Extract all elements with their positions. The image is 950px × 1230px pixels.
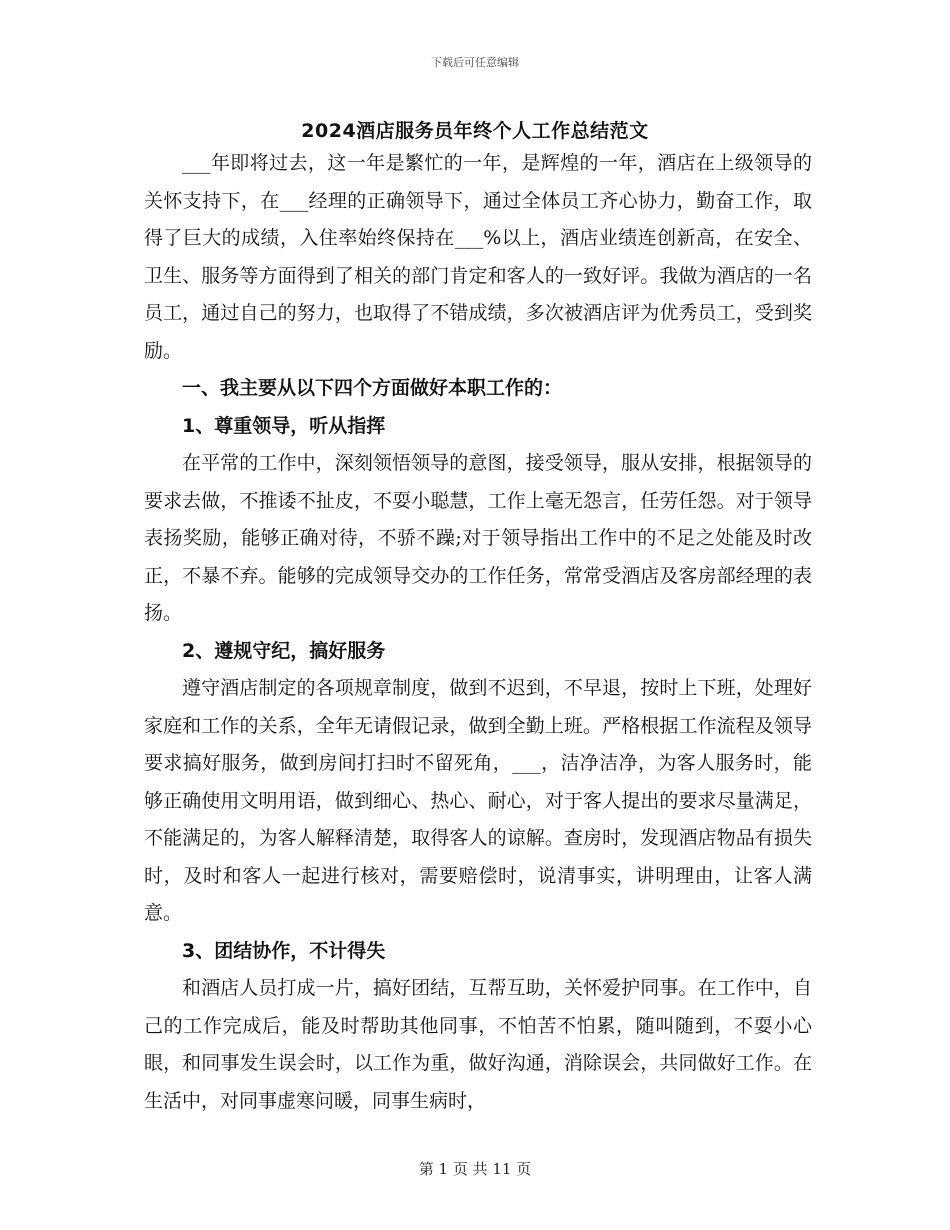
- item-paragraph-3: 和酒店人员打成一片，搞好团结，互帮互助，关怀爱护同事。在工作中，自己的工作完成后，能及时帮助其他同事，不怕苦不怕累，随叫随到，不耍小心眼，和同事发生误会时，以工作为重，做好沟通，消除误会，共同做好工作。在生活中，对同事虚寒问暖，同事生病时，: [144, 977, 812, 1112]
- header-note: 下载后可任意编辑: [431, 56, 519, 69]
- item-paragraph-2: 遵守酒店制定的各项规章制度，做到不迟到，不早退，按时上下班，处理好家庭和工作的关系，全年无请假记录，做到全勤上班。严格根据工作流程及领导要求搞好服务，做到房间打扫时不留死角，___，洁净洁净，为客人服务时，能够正确使用文明用语，做到细心、热心、耐心，对于客人提出的要求尽量满足，不能满足的，为客人解释清楚，取得客人的谅解。查房时，发现酒店物品有损失时，及时和客人一起进行核对，需要赔偿时，说清事实，讲明理由，让客人满意。: [144, 677, 812, 924]
- item-paragraph-1: 在平常的工作中，深刻领悟领导的意图，接受领导，服从安排，根据领导的要求去做，不推诿不扯皮，不耍小聪慧，工作上毫无怨言，任劳任怨。对于领导表扬奖励，能够正确对待，不骄不躁;对于领导指出工作中的不足之处能及时改正，不暴不弃。能够的完成领导交办的工作任务，常常受酒店及客房部经理的表扬。: [144, 452, 812, 624]
- item-heading-3: 3、团结协作，不计得失: [182, 939, 386, 962]
- intro-paragraph: ___年即将过去，这一年是繁忙的一年，是辉煌的一年，酒店在上级领导的关怀支持下，在___经理的正确领导下，通过全体员工齐心协力，勤奋工作，取得了巨大的成绩，入住率始终保持在___%以上，酒店业绩连创新高，在安全、卫生、服务等方面得到了相关的部门肯定和客人的一致好评。我做为酒店的一名员工，通过自己的努力，也取得了不错成绩，多次被酒店评为优秀员工，受到奖励。: [144, 152, 812, 362]
- document-body: [144, 145, 812, 1120]
- document-title: 2024酒店服务员年终个人工作总结范文: [301, 120, 649, 142]
- item-heading-1: 1、尊重领导，听从指挥: [182, 414, 386, 437]
- section-heading: 一、我主要从以下四个方面做好本职工作的：: [182, 377, 563, 399]
- item-heading-2: 2、遵规守纪，搞好服务: [182, 639, 386, 662]
- page-number: 第 1 页 共 11 页: [418, 1160, 532, 1178]
